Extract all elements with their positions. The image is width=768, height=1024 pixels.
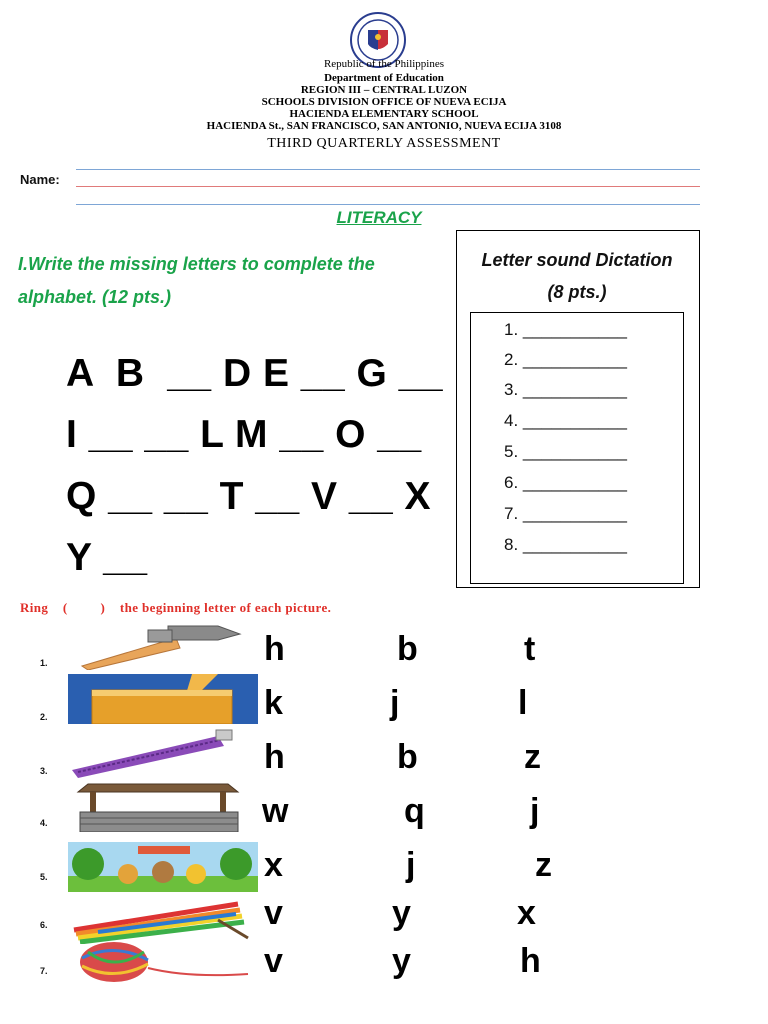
name-label: Name: [20, 172, 60, 187]
literacy-title: LITERACY [336, 208, 422, 227]
ring-row-5-number: 5. [40, 872, 48, 882]
ring-row-7-number: 7. [40, 966, 48, 976]
ring-row-3-option-2[interactable]: b [397, 738, 418, 776]
school-text: HACIENDA ELEMENTARY SCHOOL [289, 108, 479, 120]
dictation-points: (8 pts.) [547, 282, 607, 302]
ring-row-6-number: 6. [40, 920, 48, 930]
ring-row-6-option-1[interactable]: v [264, 894, 283, 932]
dictation-item-5[interactable]: 5. ___________ [504, 442, 627, 461]
ring-row-2-number: 2. [40, 712, 48, 722]
ring-row-1-number: 1. [40, 658, 48, 668]
division-text: SCHOOLS DIVISION OFFICE OF NUEVA ECIJA [261, 96, 507, 108]
dictation-item-8[interactable]: 8. ___________ [504, 535, 627, 554]
ring-row-7-option-2[interactable]: y [392, 942, 411, 980]
ring-row-2-option-1[interactable]: k [264, 684, 283, 722]
ring-row-5-option-1[interactable]: x [264, 846, 283, 884]
name-line-top [76, 169, 700, 170]
well-icon [68, 782, 258, 832]
dictation-item-4[interactable]: 4. ___________ [504, 411, 627, 430]
yarn-icon [68, 938, 258, 988]
hammer-icon [68, 620, 258, 670]
xylophone-icon [68, 894, 258, 944]
ring-row-4-option-1[interactable]: w [262, 792, 289, 830]
juice-icon [68, 674, 258, 724]
name-line-bottom [76, 204, 700, 205]
ring-row-5-option-2[interactable]: j [406, 846, 416, 884]
zoo-icon [68, 842, 258, 892]
republic-text: Republic of the Philippines [323, 58, 445, 70]
alphabet-instruction: I.Write the missing letters to complete the alphabet. (12 pts.) [18, 254, 375, 307]
ring-row-1-option-3[interactable]: t [524, 630, 536, 668]
region-text: REGION III – CENTRAL LUZON [300, 84, 468, 96]
ring-row-7-option-1[interactable]: v [264, 942, 283, 980]
ring-row-6-option-3[interactable]: x [517, 894, 536, 932]
assessment-title: THIRD QUARTERLY ASSESSMENT [267, 136, 501, 151]
dictation-item-1[interactable]: 1. ___________ [504, 320, 627, 339]
ring-row-7-option-3[interactable]: h [520, 942, 541, 980]
ring-row-4-option-3[interactable]: j [530, 792, 540, 830]
department-text: Department of Education [324, 72, 444, 84]
ring-row-2-option-3[interactable]: l [518, 684, 528, 722]
alphabet-row-4: Y __ [66, 536, 148, 579]
ring-row-3-option-1[interactable]: h [264, 738, 285, 776]
dictation-title: Letter sound Dictation [481, 250, 673, 270]
ring-row-1-option-1[interactable]: h [264, 630, 285, 668]
dictation-item-2[interactable]: 2. ___________ [504, 350, 627, 369]
alphabet-row-3: Q __ __ T __ V __ X [66, 475, 432, 518]
dictation-item-6[interactable]: 6. ___________ [504, 473, 627, 492]
dictation-item-7[interactable]: 7. ___________ [504, 504, 627, 523]
ring-row-1-option-2[interactable]: b [397, 630, 418, 668]
ring-row-4-option-2[interactable]: q [404, 792, 425, 830]
ring-row-6-option-2[interactable]: y [392, 894, 411, 932]
alphabet-row-2: I __ __ L M __ O __ [66, 413, 422, 456]
alphabet-row-1: A B __ D E __ G __ [66, 352, 444, 395]
ring-row-3-option-3[interactable]: z [524, 738, 541, 776]
name-line-middle[interactable] [76, 186, 700, 187]
zipper-icon [68, 728, 258, 778]
address-text: HACIENDA St., SAN FRANCISCO, SAN ANTONIO, NUEVA ECIJA 3108 [206, 120, 562, 132]
ring-row-3-number: 3. [40, 766, 48, 776]
ring-row-2-option-2[interactable]: j [390, 684, 400, 722]
ring-row-5-option-3[interactable]: z [535, 846, 552, 884]
ring-instruction: Ring ( ) the beginning letter of each picture. [20, 600, 332, 615]
ring-row-4-number: 4. [40, 818, 48, 828]
dictation-item-3[interactable]: 3. ___________ [504, 380, 627, 399]
